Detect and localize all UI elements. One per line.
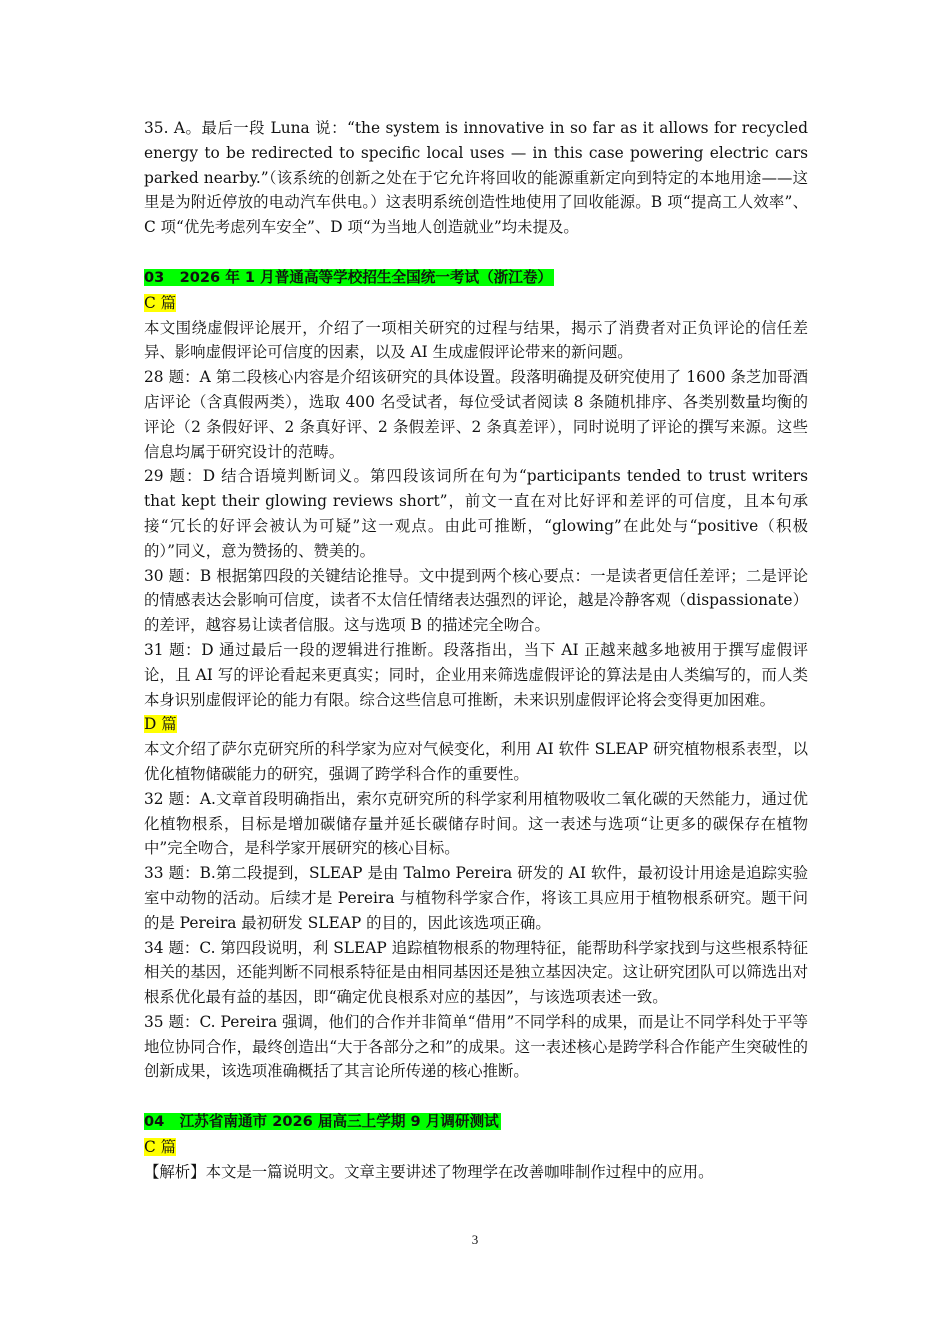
section-04-number: 04 [144, 1113, 165, 1131]
section-03-part-d-label: D 篇 [144, 715, 177, 734]
section-03-heading [144, 265, 808, 291]
question-32-explanation: 32 题：A.文章首段明确指出，索尔克研究所的科学家利用植物吸收二氧化碳的天然能力，通过优化植物根系，目标是增加碳储存量并延长碳储存时间。这一表述与选项“让更多的碳保存在植物中”完全吻合，是科学家开展研究的核心目标。 [144, 789, 808, 858]
spacer [144, 1084, 808, 1109]
section-03-part-d-summary: 本文介绍了萨尔克研究所的科学家为应对气候变化，利用 AI 软件 SLEAP 研究植物根系表型，以优化植物储碳能力的研究，强调了跨学科合作的重要性。 [144, 740, 808, 783]
section-04-part-c-summary: 【解析】本文是一篇说明文。文章主要讲述了物理学在改善咖啡制作过程中的应用。 [144, 1162, 714, 1181]
section-04-heading [144, 1109, 808, 1135]
spacer [144, 240, 808, 265]
section-03-title: 2026 年 1 月普通高等学校招生全国统一考试（浙江卷） [179, 268, 553, 286]
document-body [144, 116, 808, 1185]
answer-35-explanation: 35. A。最后一段 Luna 说：“the system is innovative in so far as it allows for recycled energy to be redirected to specific local uses — in this case powering electric cars parked nearby.”（该系统的创新之处在于它允许将回收的能源重新定向到特定的本地用途——这里是为附近停放的电动汽车供电。）这表明系统创造性地使用了回收能源。B 项“提高工人效率”、C 项“优先考虑列车安全”、D 项“为当地人创造就业”均未提及。 [144, 119, 808, 237]
section-03-number: 03 [144, 268, 165, 286]
question-28-explanation: 28 题：A 第二段核心内容是介绍该研究的具体设置。段落明确提及研究使用了 1600 条芝加哥酒店评论（含真假两类），选取 400 名受试者，每位受试者阅读 8 条随机排序、各类别数量均衡的评论（2 条假好评、2 条真好评、2 条假差评、2 条真差评），同时说明了评论的撰写来源。这些信息均属于研究设计的范畴。 [144, 368, 808, 461]
section-04-part-c-label: C 篇 [144, 1138, 177, 1157]
question-30-explanation: 30 题：B 根据第四段的关键结论推导。文中提到两个核心要点：一是读者更信任差评；二是评论的情感表达会影响可信度，读者不太信任情绪表达强烈的评论，越是冷静客观（dispassionate）的差评，越容易让读者信服。这与选项 B 的描述完全吻合。 [144, 566, 808, 635]
question-29-explanation: 29 题：D 结合语境判断词义。第四段该词所在句为“participants tended to trust writers that kept their glowing reviews short”，前文一直在对比好评和差评的可信度，且本句承接“冗长的好评会被认为可疑”这一观点。由此可推断，“glowing”在此处与“positive（积极的）”同义，意为赞扬的、赞美的。 [144, 467, 808, 560]
question-34-explanation: 34 题：C. 第四段说明，利 SLEAP 追踪植物根系的物理特征，能帮助科学家找到与这些根系特征相关的基因，还能判断不同根系特征是由相同基因还是独立基因决定。这让研究团队可以筛选出对根系优化最有益的基因，即“确定优良根系对应的基因”，与该选项表述一致。 [144, 938, 808, 1007]
section-04-title: 江苏省南通市 2026 届高三上学期 9 月调研测试 [179, 1113, 499, 1131]
question-35-explanation: 35 题：C. Pereira 强调，他们的合作并非简单“借用”不同学科的成果，而是让不同学科处于平等地位协同合作，最终创造出“大于各部分之和”的成果。这一表述核心是跨学科合作能产生突破性的创新成果，该选项准确概括了其言论所传递的核心推断。 [144, 1012, 808, 1081]
question-31-explanation: 31 题：D 通过最后一段的逻辑进行推断。段落指出，当下 AI 正越来越多地被用于撰写虚假评论，且 AI 写的评论看起来更真实；同时，企业用来筛选虚假评论的算法是由人类编写的，而人类本身识别虚假评论的能力有限。综合这些信息可推断，未来识别虚假评论将会变得更加困难。 [144, 640, 808, 709]
question-33-explanation: 33 题：B.第二段提到，SLEAP 是由 Talmo Pereira 研发的 AI 软件，最初设计用途是追踪实验室中动物的活动。后续才是 Pereira 与植物科学家合作，将该工具应用于植物根系研究。题干问的是 Pereira 最初研发 SLEAP 的目的，因此该选项正确。 [144, 864, 808, 932]
section-03-part-c-summary: 本文围绕虚假评论展开，介绍了一项相关研究的过程与结果，揭示了消费者对正负评论的信任差异、影响虚假评论可信度的因素，以及 AI 生成虚假评论带来的新问题。 [144, 318, 808, 362]
page-number: 3 [471, 1232, 479, 1247]
section-03-part-c-label: C 篇 [144, 293, 177, 312]
